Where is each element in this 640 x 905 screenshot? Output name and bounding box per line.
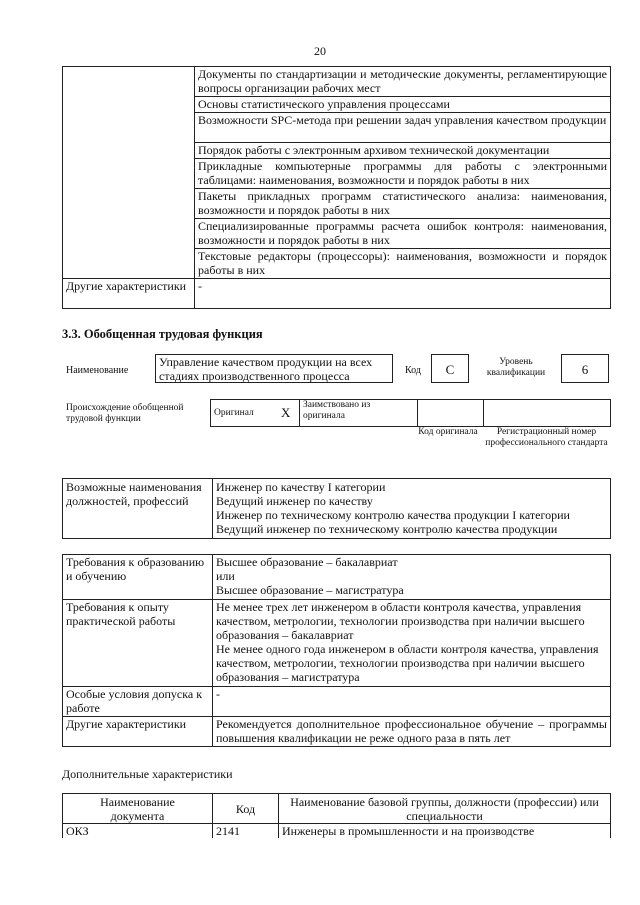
other-characteristics-value: Рекомендуется дополнительное профессиональное обучение – программы повышения квалификации не реже одного раза в пять лет xyxy=(213,717,611,747)
table-row xyxy=(211,400,611,427)
section-title: 3.3. Обобщенная трудовая функция xyxy=(62,327,263,341)
table-row xyxy=(63,687,611,717)
origin-table xyxy=(210,399,611,427)
education-line: или xyxy=(216,569,235,583)
other-characteristics-value: - xyxy=(195,279,611,309)
name-label: Наименование xyxy=(66,365,129,376)
requirements-table xyxy=(62,554,611,747)
knowledge-item: Документы по стандартизации и методические документы, регламентирующие вопросы организации рабочих мест xyxy=(195,67,611,97)
experience-label: Требования к опыту практической работы xyxy=(63,600,213,687)
position-item: Ведущий инженер по техническому контролю качества продукции xyxy=(216,522,558,536)
original-mark: X xyxy=(273,400,300,427)
code-label: Код xyxy=(405,365,421,376)
positions-list xyxy=(213,479,611,539)
knowledge-item: Порядок работы с электронным архивом технической документации xyxy=(195,143,611,159)
table-header-row xyxy=(63,794,611,824)
empty-label-cell xyxy=(63,67,195,279)
knowledge-table xyxy=(62,66,611,309)
experience-text: Не менее трех лет инженером в области контроля качества, управления качеством, метрологии, технологии производства при наличии высшего образования – бакалавриат xyxy=(216,600,585,642)
code-caption: Код оригинала xyxy=(418,427,478,437)
table-row xyxy=(63,717,611,747)
origin-label: Происхождение обобщенной трудовой функции xyxy=(66,403,184,424)
column-header: Код xyxy=(213,794,279,824)
experience-value xyxy=(213,600,611,687)
special-conditions-label: Особые условия допуска к работе xyxy=(63,687,213,717)
table-row xyxy=(63,600,611,687)
positions-label: Возможные наименования должностей, профессий xyxy=(63,479,213,539)
table-row xyxy=(63,479,611,539)
code-value: C xyxy=(431,354,469,383)
table-row xyxy=(63,555,611,600)
position-item: Инженер по качеству I категории xyxy=(216,480,386,494)
additional-title: Дополнительные характеристики xyxy=(62,767,233,781)
level-value: 6 xyxy=(561,354,609,383)
other-characteristics-label: Другие характеристики xyxy=(63,717,213,747)
knowledge-item: Возможности SPC-метода при решении задач управления качеством продукции xyxy=(195,113,611,143)
page-number: 20 xyxy=(314,44,326,58)
position-item: Инженер по техническому контролю качества продукции I категории xyxy=(216,508,570,522)
table-cell: ОКЗ xyxy=(63,824,213,839)
knowledge-item: Пакеты прикладных программ статистического анализа: наименования, возможности и порядок работы в них xyxy=(195,189,611,219)
knowledge-item: Прикладные компьютерные программы для работы с электронными таблицами: наименования, возможности и порядок работы в них xyxy=(195,159,611,189)
original-code-cell xyxy=(418,400,484,427)
experience-text: Не менее одного года инженером в области контроля качества, управления качеством, метрологии, технологии производства при наличии высшего образования – магистратура xyxy=(216,642,599,684)
original-label: Оригинал xyxy=(211,400,273,427)
special-conditions-value: - xyxy=(213,687,611,717)
column-header: Наименование базовой группы, должности (профессии) или специальности xyxy=(279,794,611,824)
registration-caption: Регистрационный номер профессионального стандарта xyxy=(485,427,608,448)
borrowed-label: Заимствовано из оригинала xyxy=(300,400,418,427)
education-line: Высшее образование – бакалавриат xyxy=(216,555,398,569)
position-item: Ведущий инженер по качеству xyxy=(216,494,373,508)
knowledge-item: Текстовые редакторы (процессоры): наименования, возможности и порядок работы в них xyxy=(195,249,611,279)
positions-table xyxy=(62,478,611,539)
table-row xyxy=(63,279,611,309)
column-header: Наименование документа xyxy=(63,794,213,824)
level-label: Уровень квалификации xyxy=(486,357,546,378)
table-cell: 2141 xyxy=(213,824,279,839)
knowledge-item: Основы статистического управления процессами xyxy=(195,97,611,113)
education-line: Высшее образование – магистратура xyxy=(216,583,404,597)
education-label: Требования к образованию и обучению xyxy=(63,555,213,600)
registration-number-cell xyxy=(484,400,611,427)
other-characteristics-label: Другие характеристики xyxy=(63,279,195,309)
table-row xyxy=(63,67,611,97)
education-value xyxy=(213,555,611,600)
table-row xyxy=(63,824,611,839)
knowledge-item: Специализированные программы расчета ошибок контроля: наименования, возможности и порядок работы в них xyxy=(195,219,611,249)
function-name-value: Управление качеством продукции на всех стадиях производственного процесса xyxy=(155,354,393,383)
table-cell: Инженеры в промышленности и на производстве xyxy=(279,824,611,839)
additional-table xyxy=(62,793,611,838)
